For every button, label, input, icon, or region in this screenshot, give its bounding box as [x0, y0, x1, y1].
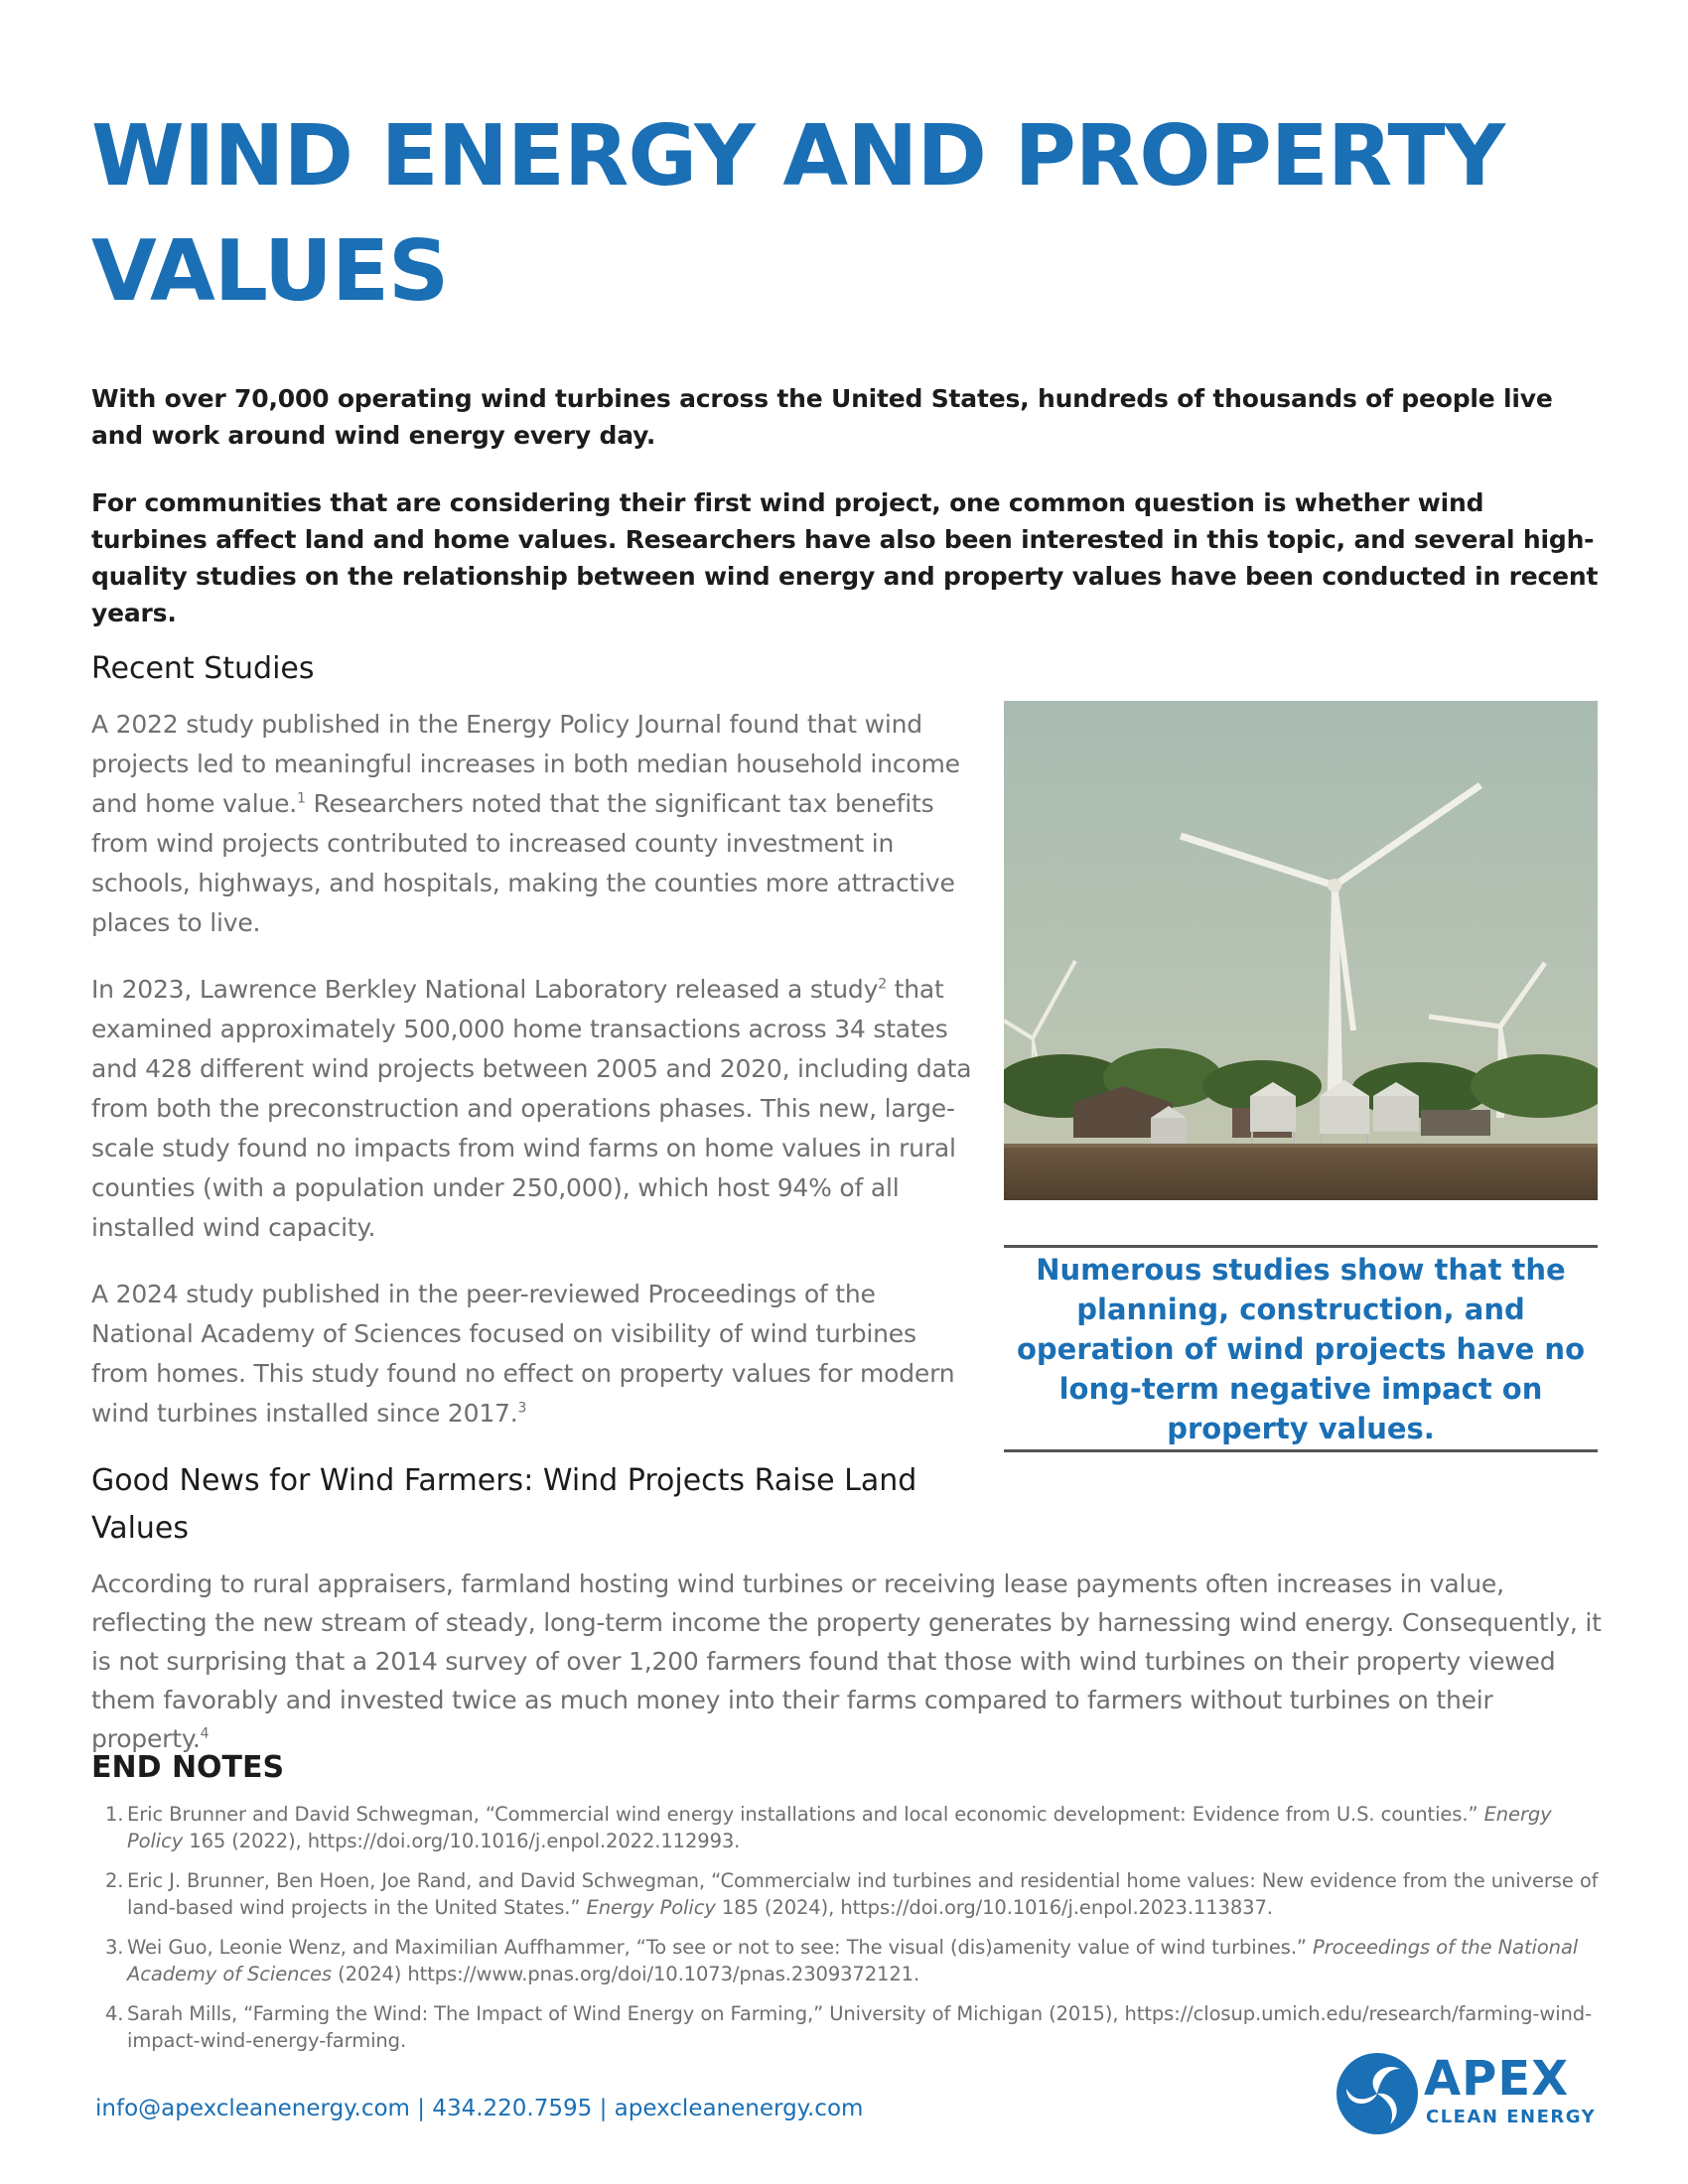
endnote-item: 3. Wei Guo, Leonie Wenz, and Maximilian Auffhammer, “To see or not to see: The visual (dis)amenity value of wind turbines.” Proceedings of the National Academy of Sciences (2024) https://www.pnas.org/doi/10.1073/pnas.2309372121. — [105, 1936, 1579, 1985]
good-news-heading: Good News for Wind Farmers: Wind Projects Raise Land Values — [91, 1463, 917, 1546]
recent-studies-body — [91, 705, 975, 1433]
logo-subtitle: CLEAN ENERGY — [1426, 2107, 1597, 2127]
wind-turbines-photo — [1004, 701, 1598, 1200]
apex-swirl-icon — [1335, 2051, 1420, 2136]
footnote-ref-2: 2 — [878, 976, 887, 993]
pull-quote-callout — [1004, 1245, 1598, 1452]
good-news-paragraph: According to rural appraisers, farmland hosting wind turbines or receiving lease payments often increases in value, reflecting the new stream of steady, long-term income the property generates by harnessing wind energy. Consequently, it is not surprising that a 2014 survey of over 1,200 farmers found that those with wind turbines on their property viewed them favorably and invested twice as much money into their farms compared to farmers without turbines on their property.$^4$ — [91, 1570, 1602, 1753]
footnote-ref-1: 1 — [297, 790, 306, 807]
endnotes-heading: END NOTES — [91, 1750, 285, 1785]
recent-studies-heading: Recent Studies — [91, 651, 315, 686]
intro-paragraph-1: With over 70,000 operating wind turbines across the United States, hundreds of thousands of people live and work around wind energy every day. — [91, 384, 1553, 450]
contact-footer[interactable]: info@apexcleanenergy.com | 434.220.7595 | apexcleanenergy.com — [95, 2096, 864, 2121]
study-2023-paragraph: In 2023, Lawrence Berkley National Laboratory released a study$^2$ that examined approximately 500,000 home transactions across 34 states and 428 different wind projects between 2005 and 2020, including data from both the preconstruction and operations phases. This new, large-scale study found no impacts from wind farms on home values in rural counties (with a population under 250,000), which host 94% of all installed wind capacity. — [91, 975, 972, 1242]
apex-logo — [1335, 2049, 1613, 2138]
logo-wordmark: APEX — [1424, 2051, 1570, 2107]
intro-paragraph-2: For communities that are considering their first wind project, one common question is whether wind turbines affect land and home values. Researchers have also been interested in this topic, and several high-quality studies on the relationship between wind energy and property values have been conducted in recent years. — [91, 488, 1599, 627]
footnote-ref-3: 3 — [517, 1400, 527, 1417]
pull-quote-text: Numerous studies show that the planning, construction, and operation of wind projects have no long-term negative impact on property values. — [1016, 1252, 1585, 1445]
endnote-item: 1. Eric Brunner and David Schwegman, “Commercial wind energy installations and local economic development: Evidence from U.S. counties.” Energy Policy 165 (2022), https://doi.org/10.1016/j.enpol.2022.112993. — [105, 1803, 1552, 1852]
footnote-ref-4: 4 — [200, 1725, 210, 1742]
study-2024-paragraph: A 2024 study published in the peer-reviewed Proceedings of the National Academy of Sciences focused on visibility of wind turbines from homes. This study found no effect on property values for modern wind turbines installed since 2017.$^3$ — [91, 1280, 955, 1428]
endnote-item: 2. Eric J. Brunner, Ben Hoen, Joe Rand, and David Schwegman, “Commercialw ind turbines and residential home values: New evidence from the universe of land-based wind projects in the United States.” Energy Policy 185 (2024), https://doi.org/10.1016/j.enpol.2023.113837. — [105, 1869, 1599, 1919]
endnote-item: 4. Sarah Mills, “Farming the Wind: The Impact of Wind Energy on Farming,” University of Michigan (2015), https://closup.umich.edu/research/farming-wind-impact-wind-energy-farming. — [105, 2002, 1593, 2052]
page-title: WIND ENERGY AND PROPERTY VALUES — [91, 107, 1505, 321]
study-2022-paragraph: A 2022 study published in the Energy Policy Journal found that wind projects led to meaningful increases in both median household income and home value.$^1$ Researchers noted that the significant tax benefits from wind projects contributed to increased county investment in schools, highways, and hospitals, making the counties more attractive places to live. — [91, 710, 960, 937]
good-news-body — [91, 1565, 1611, 1758]
